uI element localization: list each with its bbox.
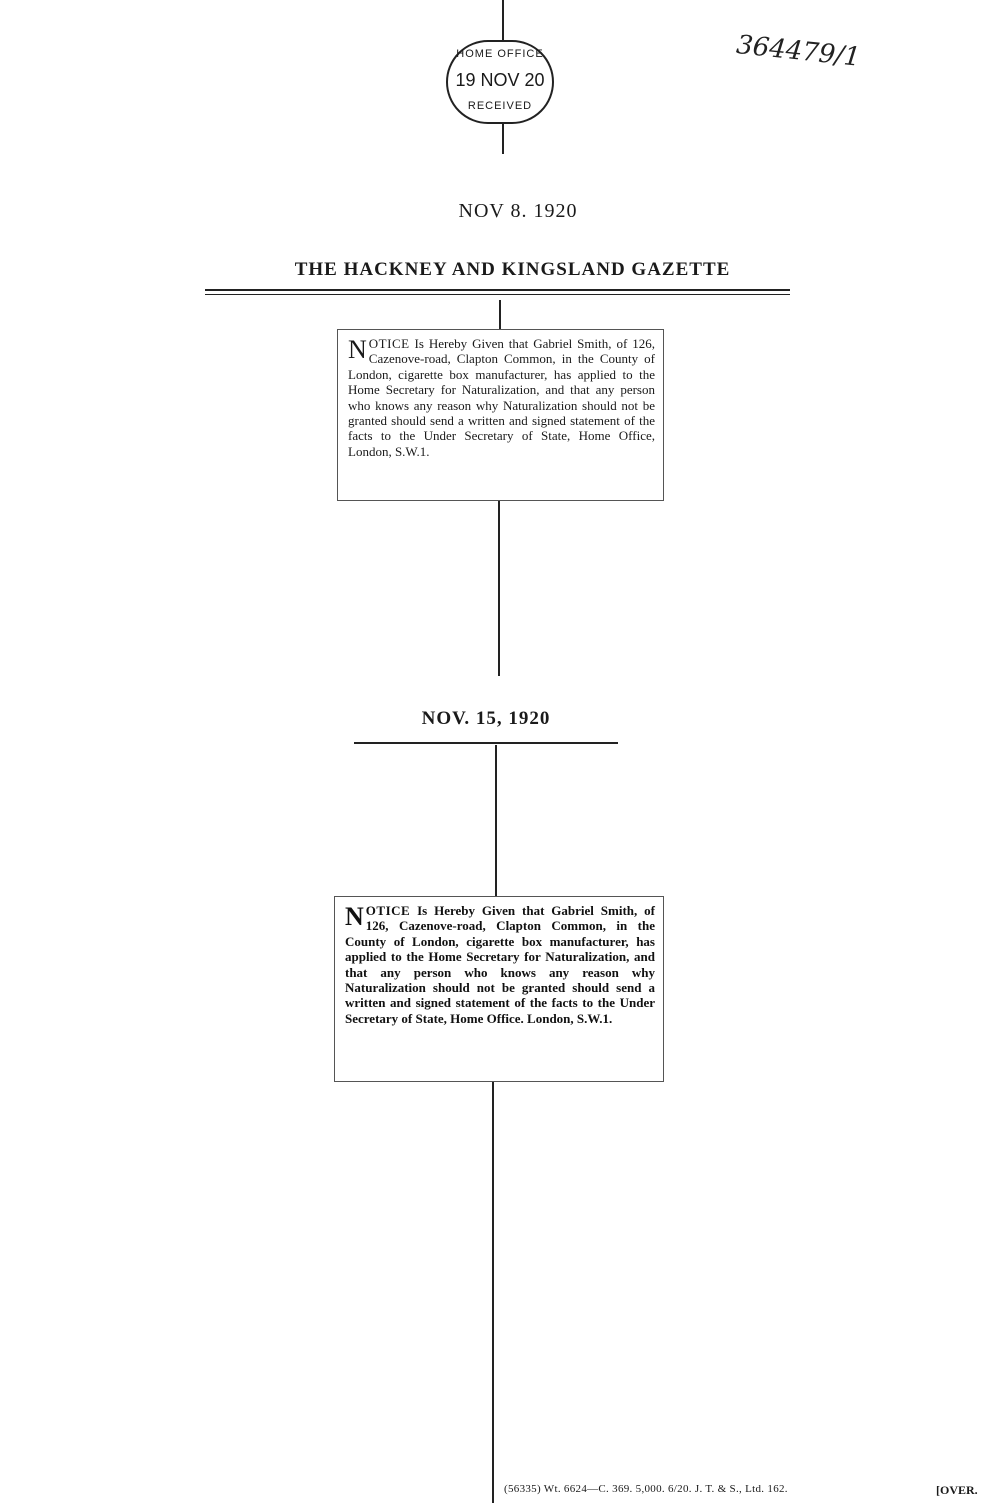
title-rule-bottom [205,294,790,295]
newspaper-title: THE HACKNEY AND KINGSLAND GAZETTE [294,259,731,280]
stamp-date: 19 NOV 20 [455,70,545,90]
notice-clipping-1 [337,329,664,501]
spine-line-lower [495,745,497,897]
notice-2-text: Is Hereby Given that Gabriel Smith, of 126, Cazenove-road, Clapton Common, in the County of London, cigarette box manufacturer, has applied to the Home Secretary for Naturalization, and that any person who knows any reason why Naturalization should not be granted should send a written and signed statement of the facts to the Under Secretary of State, Home Office. London, S.W.1. [345,903,655,1026]
spine-line-bottom [492,1082,494,1503]
first-date: NOV 8. 1920 [458,200,578,222]
spine-line-stamp [502,122,504,154]
notice-2-cap-word: OTICE [365,903,411,918]
notice-2-drop-cap: N [345,902,364,931]
notice-1-drop-cap: N [348,335,367,364]
home-office-received-stamp [446,40,554,124]
spine-line-upper [499,300,501,330]
title-rule-top [205,289,790,291]
handwritten-reference: 364479/1 [734,30,862,73]
spine-line-top [502,0,504,42]
notice-clipping-2 [334,896,664,1082]
second-date: NOV. 15, 1920 [421,708,551,729]
notice-1-text: Is Hereby Given that Gabriel Smith, of 126, Cazenove-road, Clapton Common, in the County of London, cigarette box manufacturer, has applied to the Home Secretary for Naturalization, and that any person who knows any reason why Naturalization should not be granted should send a written and signed statement of the facts to the Under Secretary of State, Home Office, London, S.W.1. [348,336,655,459]
stamp-bottom-text: RECEIVED [467,100,533,112]
notice-1-cap-word: OTICE [368,336,410,351]
second-date-rule [354,742,618,744]
spine-line-middle [498,500,500,676]
stamp-top-text: HOME OFFICE [456,48,544,60]
printer-footer: (56335) Wt. 6624—C. 369. 5,000. 6/20. J. T. & S., Ltd. 162. [504,1483,788,1495]
over-marker: [OVER. [936,1483,978,1497]
